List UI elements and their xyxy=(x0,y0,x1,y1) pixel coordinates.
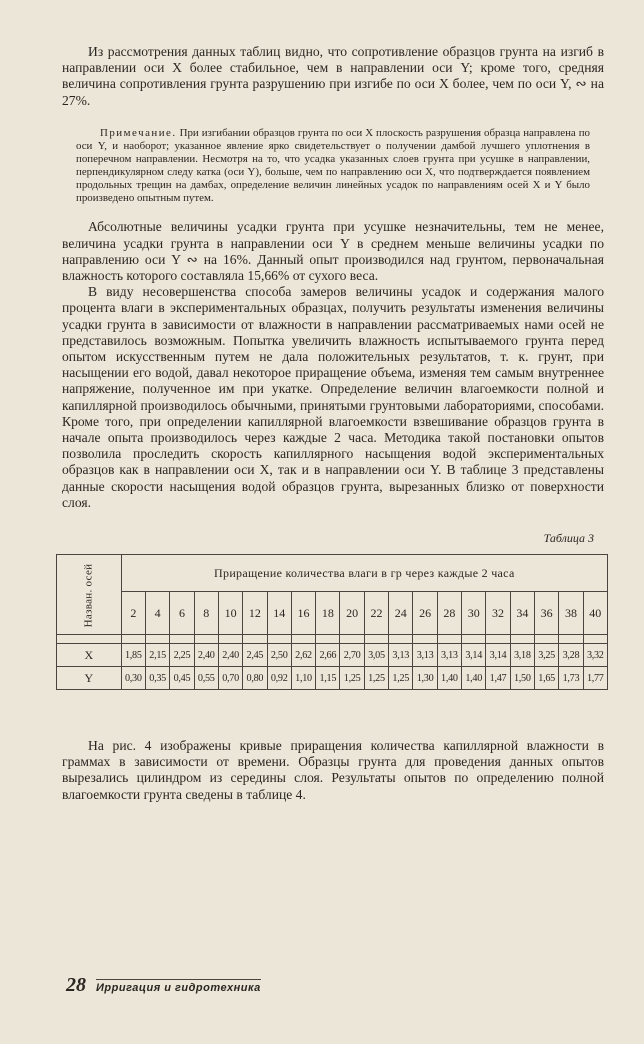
value-cell: 0,70 xyxy=(218,667,242,690)
value-cell: 1,30 xyxy=(413,667,437,690)
hour-header: 26 xyxy=(413,592,437,635)
value-cell: 1,40 xyxy=(462,667,486,690)
spacer-cell xyxy=(291,635,315,644)
hour-header: 18 xyxy=(316,592,340,635)
page-footer xyxy=(66,974,261,997)
hour-header: 8 xyxy=(194,592,218,635)
spacer-cell xyxy=(462,635,486,644)
paragraph-figure-reference: На рис. 4 изображены кривые приращения количества капиллярной влажности в граммах в зависимости от времени. Образцы грунта для проведения данных опытов вырезались цилиндром из середины слоя. Результаты опытов по определению полной влагоемкости грунта сведены в таблице 4. xyxy=(62,738,604,802)
value-cell: 0,30 xyxy=(121,667,145,690)
spacer-cell xyxy=(145,635,169,644)
table-header-row xyxy=(57,555,608,592)
hours-header-row xyxy=(57,592,608,635)
group-header: Приращение количества влаги в гр через каждые 2 часа xyxy=(121,555,607,592)
page-number: 28 xyxy=(66,974,86,996)
spacer-cell xyxy=(57,635,122,644)
moisture-table xyxy=(56,554,608,690)
spacer-cell xyxy=(486,635,510,644)
spacer-cell xyxy=(559,635,583,644)
hour-header: 20 xyxy=(340,592,364,635)
axis-name-cell: Y xyxy=(57,667,122,690)
table-row xyxy=(57,667,608,690)
hour-header: 38 xyxy=(559,592,583,635)
value-cell: 2,15 xyxy=(145,644,169,667)
value-cell: 2,62 xyxy=(291,644,315,667)
spacer-cell xyxy=(218,635,242,644)
hour-header: 6 xyxy=(170,592,194,635)
value-cell: 3,25 xyxy=(534,644,558,667)
value-cell: 0,80 xyxy=(243,667,267,690)
hour-header: 34 xyxy=(510,592,534,635)
value-cell: 1,85 xyxy=(121,644,145,667)
value-cell: 0,92 xyxy=(267,667,291,690)
value-cell: 2,40 xyxy=(194,644,218,667)
value-cell: 3,14 xyxy=(486,644,510,667)
spacer-cell xyxy=(413,635,437,644)
value-cell: 2,25 xyxy=(170,644,194,667)
hour-header: 30 xyxy=(462,592,486,635)
hour-header: 32 xyxy=(486,592,510,635)
value-cell: 1,15 xyxy=(316,667,340,690)
hour-header: 24 xyxy=(389,592,413,635)
note-label: Примечание. xyxy=(100,126,177,139)
spacer-cell xyxy=(437,635,461,644)
value-cell: 1,40 xyxy=(437,667,461,690)
value-cell: 1,47 xyxy=(486,667,510,690)
journal-title: Ирригация и гидротехника xyxy=(96,979,261,994)
value-cell: 3,32 xyxy=(583,644,607,667)
value-cell: 3,18 xyxy=(510,644,534,667)
spacer-cell xyxy=(364,635,388,644)
table-caption: Таблица 3 xyxy=(543,531,594,546)
corner-header: Назван. осей xyxy=(57,555,122,635)
value-cell: 3,14 xyxy=(462,644,486,667)
hour-header: 4 xyxy=(145,592,169,635)
note-paragraph xyxy=(76,127,590,206)
hour-header: 2 xyxy=(121,592,145,635)
value-cell: 1,10 xyxy=(291,667,315,690)
spacer-cell xyxy=(170,635,194,644)
spacer-cell xyxy=(340,635,364,644)
value-cell: 3,13 xyxy=(437,644,461,667)
value-cell: 0,45 xyxy=(170,667,194,690)
spacer-cell xyxy=(534,635,558,644)
value-cell: 1,65 xyxy=(534,667,558,690)
spacer-cell xyxy=(267,635,291,644)
spacer-cell xyxy=(510,635,534,644)
hour-header: 36 xyxy=(534,592,558,635)
hour-header: 12 xyxy=(243,592,267,635)
hour-header: 16 xyxy=(291,592,315,635)
value-cell: 2,66 xyxy=(316,644,340,667)
hour-header: 40 xyxy=(583,592,607,635)
spacer-cell xyxy=(316,635,340,644)
paragraph-methodology: В виду несовершенства способа замеров величины усадок и содержания малого процента влаги в экспериментальных образцах, получить результаты изменения величины усадки грунта в зависимости от влажности в направлении рассматриваемых нами осей не представилось возможным. Попытка увеличить влажность испытываемого грунта перед опытом искусственным путем не дала положительных результатов, т. к. грунт, при насыщении его водой, давал некоторое приращение объема, изменяя тем самым внутреннее напряжение, полученное им при укатке. Определение величин влагоемкости полной и капиллярной производилось обычными, принятыми грунтовыми лабораториями, способами. Кроме того, при определении капиллярной влагоемкости взвешивание образцов грунта в начале опыта производилось через каждые 2 часа. Методика такой постановки опытов позволила проследить скорость капиллярного насыщения водой экспериментальных образцов как в направлении оси X, так и в направлении оси Y. В таблице 3 представлены данные скорости насыщения водой образцов грунта, вырезанных близко от поверхности слоя. xyxy=(62,284,604,510)
paragraph-shrinkage: Абсолютные величины усадки грунта при усушке незначительны, тем не менее, величина усадки грунта в направлении оси Y в среднем меньше величины усадки по направлению оси Y ∾ на 16%. Данный опыт производился над грунтом, первоначальная влажность которого составляла 15,66% от сухого веса. xyxy=(62,219,604,283)
note-text: При изгибании образцов грунта по оси X плоскость разрушения образца направлена по оси Y, и наоборот; указанное явление ярко свидетельствует о получении дамбой лучшего уплотнения в поперечном направлении. Несмотря на то, что усадка указанных слоев грунта при усушке в направлении, перпендикулярном следу катка (оси Y), больше, чем по направлению оси X, что подтверждается появлением продольных трещин на дамбах, определение величин линейных усадок по направлениям осей X и Y было произведено опытным путем. xyxy=(76,126,590,205)
spacer-cell xyxy=(194,635,218,644)
paragraph-bending-resistance: Из рассмотрения данных таблиц видно, что сопротивление образцов грунта на изгиб в направлении оси X более стабильное, чем в направлении оси Y; кроме того, средняя величина сопротивления грунта разрушению при изгибе по оси X более, чем по оси Y, ∾ на 27%. xyxy=(62,44,604,108)
table-row xyxy=(57,644,608,667)
value-cell: 1,25 xyxy=(364,667,388,690)
spacer-cell xyxy=(389,635,413,644)
hour-header: 22 xyxy=(364,592,388,635)
hour-header: 28 xyxy=(437,592,461,635)
document-page xyxy=(0,44,644,1044)
axis-name-cell: X xyxy=(57,644,122,667)
value-cell: 1,25 xyxy=(389,667,413,690)
hour-header: 14 xyxy=(267,592,291,635)
value-cell: 1,50 xyxy=(510,667,534,690)
spacer-cell xyxy=(583,635,607,644)
value-cell: 2,45 xyxy=(243,644,267,667)
value-cell: 3,13 xyxy=(389,644,413,667)
value-cell: 3,13 xyxy=(413,644,437,667)
value-cell: 0,55 xyxy=(194,667,218,690)
value-cell: 1,77 xyxy=(583,667,607,690)
value-cell: 0,35 xyxy=(145,667,169,690)
value-cell: 2,70 xyxy=(340,644,364,667)
table-spacer xyxy=(57,635,608,644)
hour-header: 10 xyxy=(218,592,242,635)
spacer-cell xyxy=(121,635,145,644)
value-cell: 3,05 xyxy=(364,644,388,667)
value-cell: 3,28 xyxy=(559,644,583,667)
value-cell: 1,73 xyxy=(559,667,583,690)
spacer-cell xyxy=(243,635,267,644)
value-cell: 2,40 xyxy=(218,644,242,667)
value-cell: 1,25 xyxy=(340,667,364,690)
value-cell: 2,50 xyxy=(267,644,291,667)
